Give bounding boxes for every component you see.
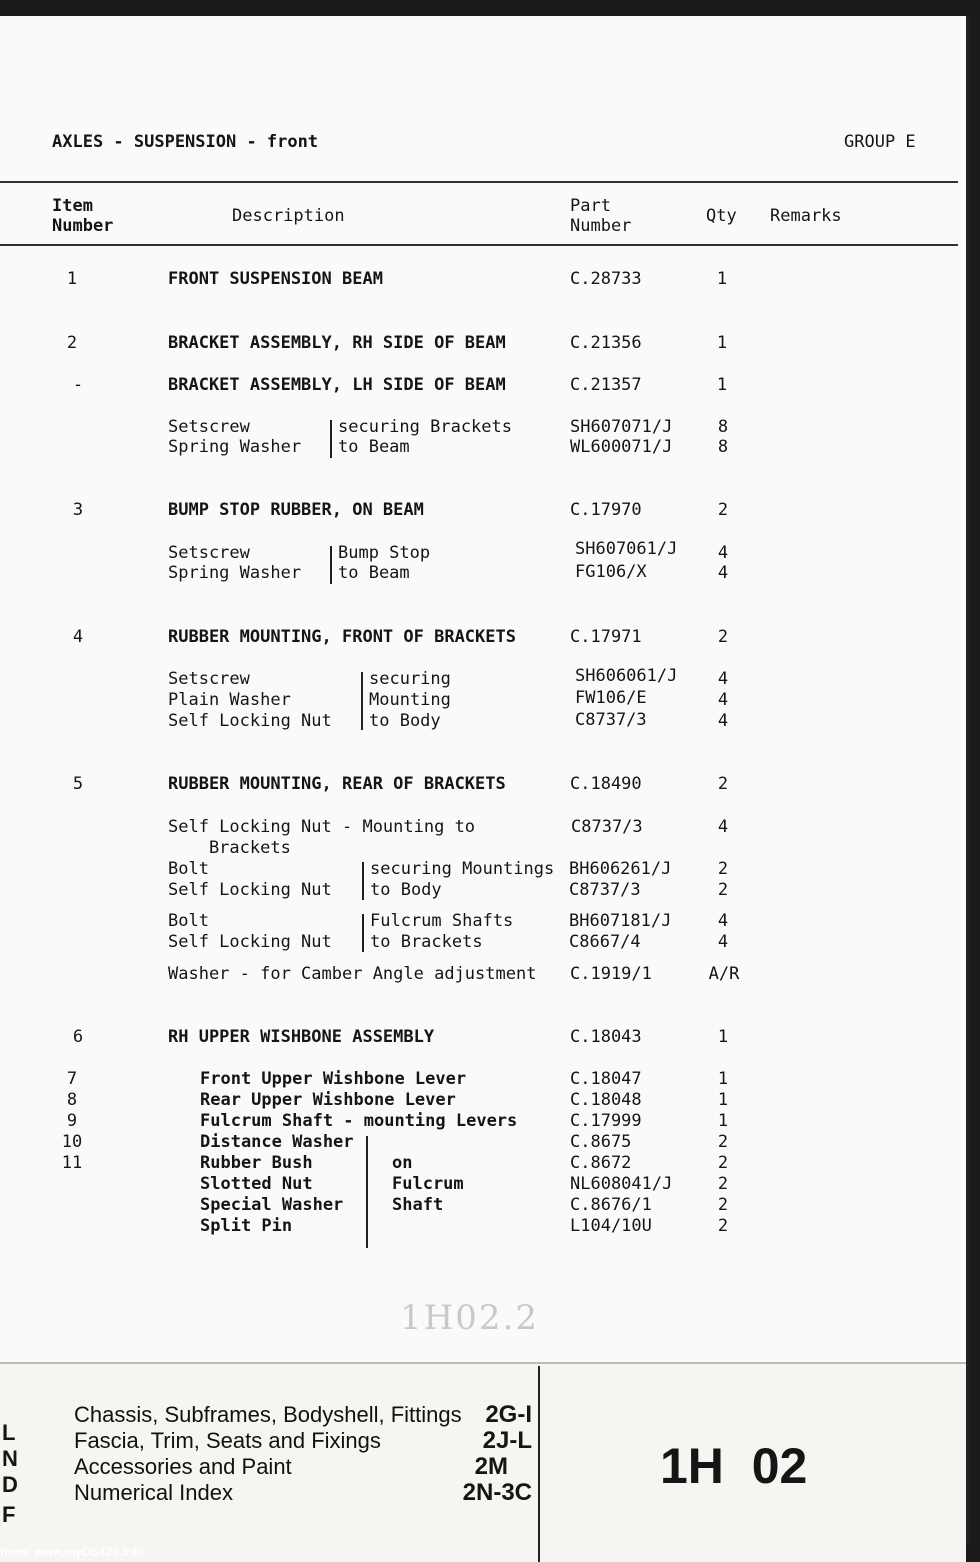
item-number: 1 xyxy=(66,269,78,289)
part-number: C.18490 xyxy=(570,774,642,794)
item-number: 2 xyxy=(66,333,78,353)
quantity: 4 4 xyxy=(717,911,729,952)
part-description: BRACKET ASSEMBLY, RH SIDE OF BEAM xyxy=(168,333,506,353)
part-description: Self Locking Nut - Mounting to Brackets xyxy=(168,817,476,858)
bracket-divider xyxy=(330,546,332,584)
quantity: 8 8 xyxy=(717,417,729,457)
col-item-number: Item Number xyxy=(52,196,114,236)
index-code: 2N-3C xyxy=(462,1479,532,1506)
edge-letter: L xyxy=(2,1420,16,1445)
part-number: BH607181/J C8667/4 xyxy=(569,911,672,952)
source-credit: from: www.myDS420.info xyxy=(0,1545,145,1559)
item-number: 5 xyxy=(72,774,84,794)
item-number: 6 xyxy=(72,1027,84,1047)
col-part-number: Part Number xyxy=(570,196,632,236)
index-code: 2G-I xyxy=(485,1401,532,1428)
col-description: Description xyxy=(232,206,345,226)
header-rule-top xyxy=(0,181,958,183)
col-qty: Qty xyxy=(706,206,737,226)
part-description: Front Upper Wishbone Lever Rear Upper Wishbone Lever Fulcrum Shaft - mounting Levers Distance Washer Rubber Bush Slotted Nut Special Washer Split Pin xyxy=(200,1069,518,1236)
item-number: 7 8 9 10 11 xyxy=(61,1069,83,1173)
quantity: 4 4 xyxy=(717,543,729,583)
item-number: - xyxy=(72,375,84,395)
edge-letter: N xyxy=(2,1446,18,1471)
quantity: 4 4 4 xyxy=(717,669,729,731)
fiche-number: 1H 02 xyxy=(660,1438,808,1494)
part-description: RUBBER MOUNTING, REAR OF BRACKETS xyxy=(168,774,506,794)
quantity: 1 xyxy=(716,375,728,395)
part-number: SH607061/J FG106/X xyxy=(575,539,678,582)
quantity: 1 xyxy=(716,333,728,353)
bracket-divider xyxy=(361,672,363,730)
part-number: C.21357 xyxy=(570,375,642,395)
index-entry: Fascia, Trim, Seats and Fixings xyxy=(74,1428,381,1453)
part-number: C.18043 xyxy=(570,1027,642,1047)
part-number: C8737/3 xyxy=(571,817,643,837)
part-description: Washer - for Camber Angle adjustment xyxy=(168,964,537,984)
bracket-divider xyxy=(366,1136,368,1248)
quantity: 1 1 1 2 2 2 2 2 xyxy=(717,1069,729,1236)
part-number: C.1919/1 xyxy=(570,964,652,984)
fixings-parts: Setscrew Spring Washer xyxy=(168,543,302,583)
fixings-usage: securing Mounting to Body xyxy=(369,669,451,731)
fixings-usage: securing Mountings to Body xyxy=(370,859,555,900)
index-entry: Accessories and Paint xyxy=(74,1454,292,1479)
fixings-parts: Setscrew Plain Washer Self Locking Nut xyxy=(168,669,332,731)
fixings-parts: Bolt Self Locking Nut xyxy=(168,911,332,952)
scan-top-edge xyxy=(0,0,980,16)
part-number: BH606261/J C8737/3 xyxy=(569,859,672,900)
header-rule-bottom xyxy=(0,244,958,246)
faint-stamp: 1H02.2 xyxy=(400,1298,539,1338)
fixings-usage: securing Brackets to Beam xyxy=(338,417,512,457)
fixings-usage: on Fulcrum Shaft xyxy=(392,1153,464,1215)
col-remarks: Remarks xyxy=(770,206,842,226)
bracket-divider xyxy=(362,914,364,952)
section-title: AXLES - SUSPENSION - front xyxy=(52,132,319,152)
bracket-divider xyxy=(330,420,332,458)
part-number: C.21356 xyxy=(570,333,642,353)
part-number: SH607071/J WL600071/J xyxy=(570,417,673,457)
part-description: RH UPPER WISHBONE ASSEMBLY xyxy=(168,1027,435,1047)
quantity: 2 xyxy=(717,500,729,520)
part-description: BRACKET ASSEMBLY, LH SIDE OF BEAM xyxy=(168,375,506,395)
microfiche-index-footer xyxy=(0,1362,966,1562)
quantity: 1 xyxy=(716,269,728,289)
quantity: 1 xyxy=(717,1027,729,1047)
bracket-divider xyxy=(362,862,364,900)
part-number: C.17970 xyxy=(570,500,642,520)
group-label: GROUP E xyxy=(844,132,916,152)
quantity: A/R xyxy=(708,964,740,984)
fixings-usage: Bump Stop to Beam xyxy=(338,543,431,583)
quantity: 2 xyxy=(717,627,729,647)
item-number: 3 xyxy=(72,500,84,520)
index-entry: Chassis, Subframes, Bodyshell, Fittings xyxy=(74,1402,462,1427)
parts-catalogue-page xyxy=(0,16,969,1544)
edge-letter: F xyxy=(2,1502,16,1527)
part-number: SH606061/J FW106/E C8737/3 xyxy=(575,666,678,730)
edge-letter: D xyxy=(2,1472,18,1497)
fixings-parts: Setscrew Spring Washer xyxy=(168,417,302,457)
part-description: BUMP STOP RUBBER, ON BEAM xyxy=(168,500,424,520)
footer-divider xyxy=(538,1366,540,1562)
quantity: 2 2 xyxy=(717,859,729,900)
quantity: 4 xyxy=(717,817,729,837)
index-entry: Numerical Index xyxy=(74,1480,233,1505)
fixings-usage: Fulcrum Shafts to Brackets xyxy=(370,911,514,952)
index-code: 2J-L xyxy=(482,1427,532,1454)
part-description: FRONT SUSPENSION BEAM xyxy=(168,269,383,289)
quantity: 2 xyxy=(717,774,729,794)
fixings-parts: Bolt Self Locking Nut xyxy=(168,859,332,900)
index-code: 2M xyxy=(474,1453,508,1480)
part-number: C.18047 C.18048 C.17999 C.8675 C.8672 NL608041/J C.8676/1 L104/10U xyxy=(570,1069,673,1236)
part-description: RUBBER MOUNTING, FRONT OF BRACKETS xyxy=(168,627,516,647)
part-number: C.17971 xyxy=(570,627,642,647)
item-number: 4 xyxy=(72,627,84,647)
part-number: C.28733 xyxy=(570,269,642,289)
